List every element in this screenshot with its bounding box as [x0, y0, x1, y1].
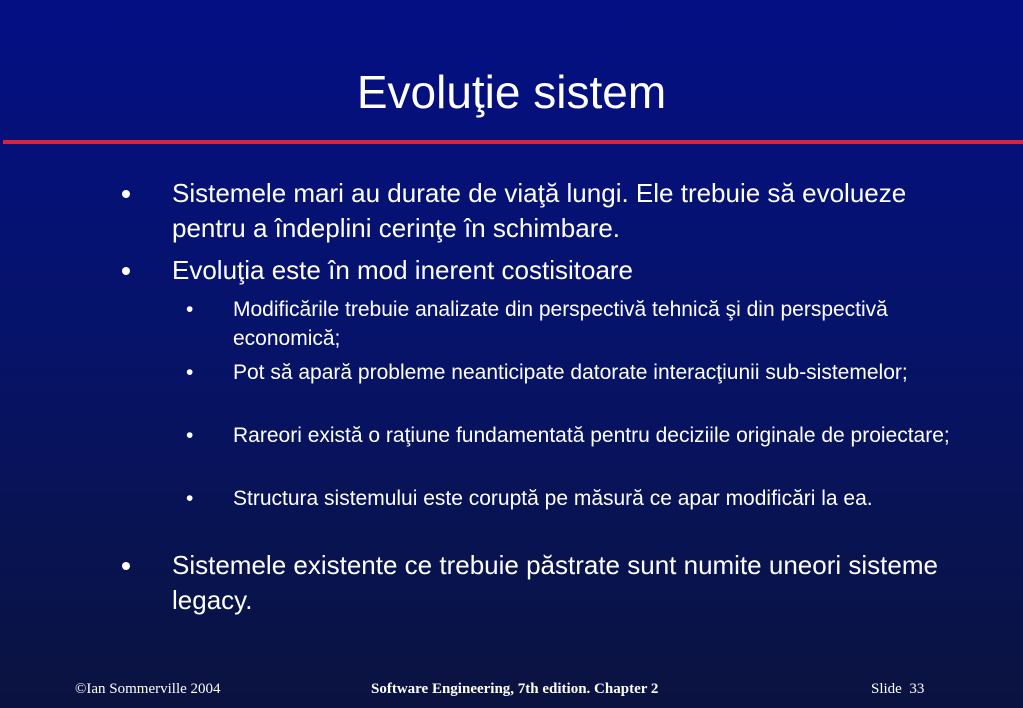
sub-bullet-text: Rareori există o raţiune fundamentată pentru deciziile originale de proiectare; [233, 424, 950, 447]
sub-bullet-item [186, 421, 973, 450]
footer-copyright: ©Ian Sommerville 2004 [75, 681, 221, 697]
bullet-item [172, 548, 962, 618]
sub-bullet-text: Pot să apară probleme neanticipate datorate interacţiunii sub-sistemelor; [233, 361, 908, 384]
bullet-text: Sistemele existente ce trebuie păstrate sunt numite uneori sisteme legacy. [172, 550, 938, 615]
sub-bullet-dot-icon: • [186, 424, 194, 447]
footer-book-title: Software Engineering, 7th edition. Chapter 2 [371, 681, 659, 697]
sub-bullet-item [186, 484, 973, 513]
sub-bullet-item [186, 295, 973, 353]
bullet-dot-icon [122, 267, 130, 275]
sub-bullet-dot-icon: • [186, 487, 194, 510]
bullet-text: Sistemele mari au durate de viaţă lungi. Ele trebuie să evolueze pentru a îndeplini cerinţe în schimbare. [172, 178, 907, 243]
bullet-item [172, 253, 962, 288]
bullet-text: Evoluţia este în mod inerent costisitoare [172, 255, 634, 285]
footer-slide-number: Slide 33 [871, 681, 925, 697]
slide-title: Evoluţie sistem [356, 66, 667, 118]
sub-bullet-dot-icon: • [186, 361, 194, 384]
sub-bullet-item [186, 358, 973, 387]
bullet-item [172, 176, 962, 246]
sub-bullet-dot-icon: • [186, 298, 194, 321]
sub-bullet-text: Modificările trebuie analizate din perspectivă tehnică şi din perspectivă economică; [233, 298, 888, 350]
sub-bullet-text: Structura sistemului este coruptă pe măsură ce apar modificări la ea. [233, 487, 873, 510]
bullet-dot-icon [122, 562, 130, 570]
bullet-dot-icon [122, 190, 130, 198]
